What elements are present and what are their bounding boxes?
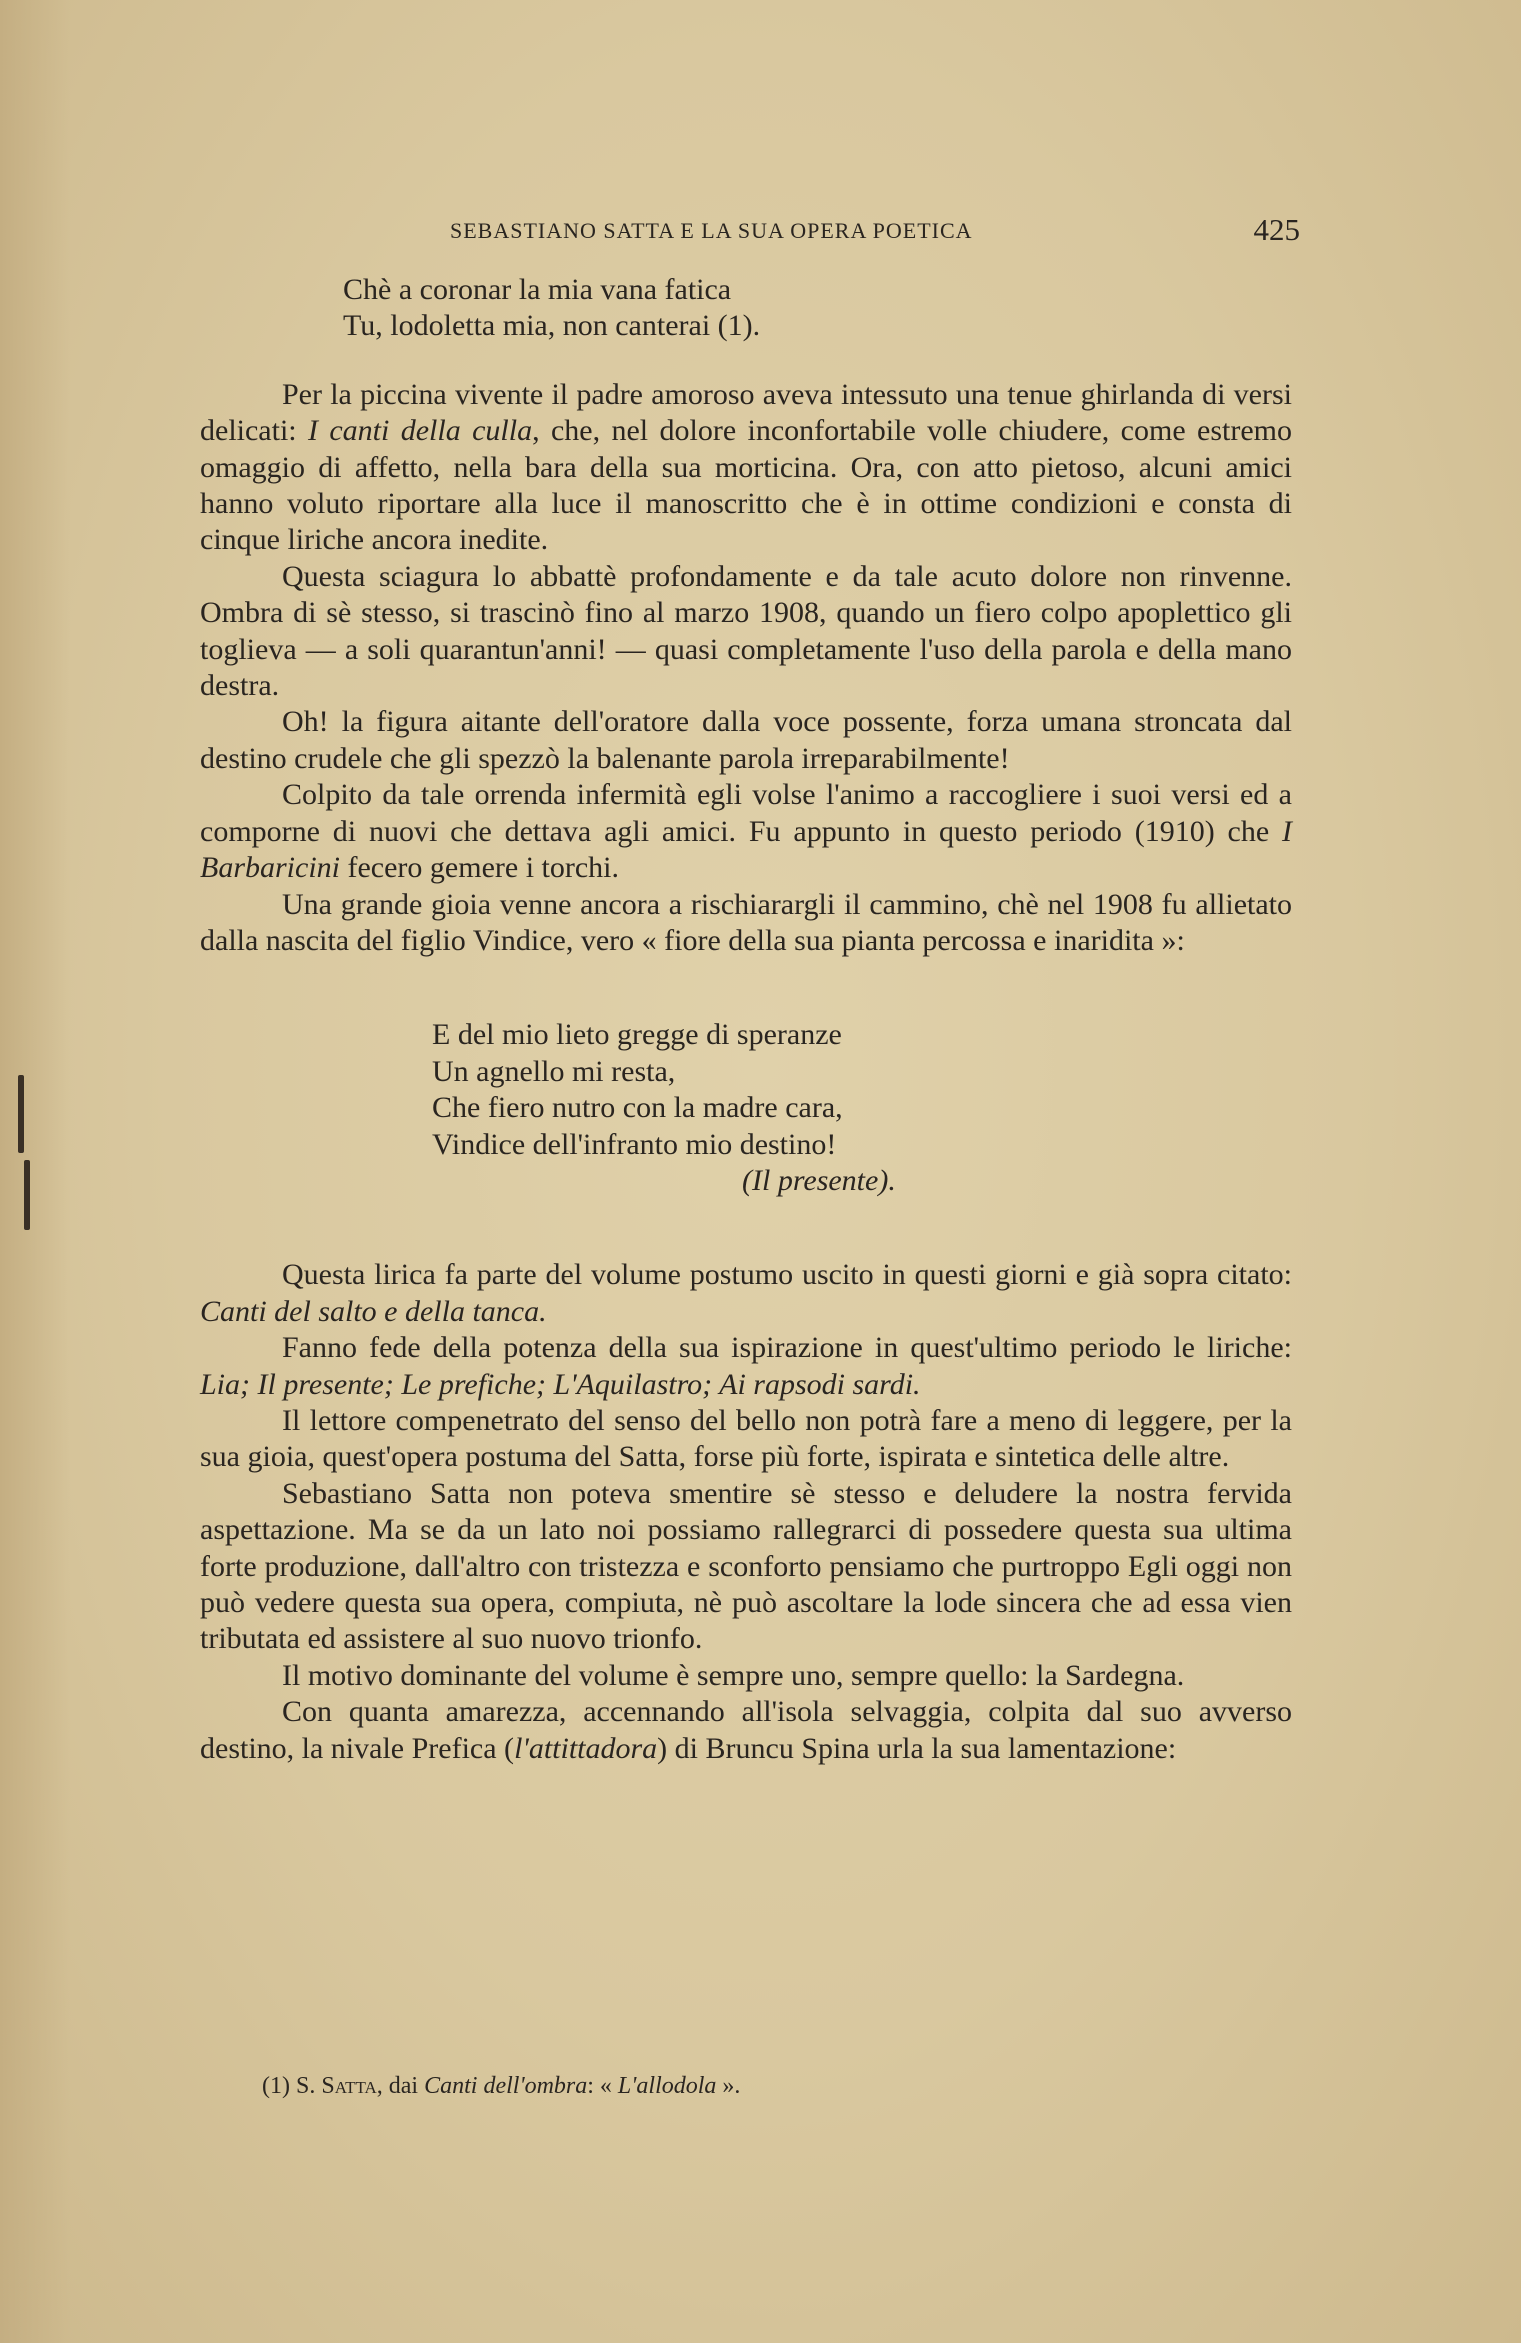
paragraph: Sebastiano Satta non poteva smentire sè stesso e deludere la nostra fervida aspettazione. Ma se da un lato noi possiamo rallegrarci di possedere questa sua ultima forte produzione, dall'altro con tristezza e sconforto pensiamo che purtroppo Egli oggi non può vedere questa sua opera, compiuta, nè può ascoltare la lode sincera che ad essa vien tributata ed assistere al suo nuovo trionfo. [200,1476,1292,1656]
page-number: 425 [1253,212,1300,247]
paragraph: Questa lirica fa parte del volume postumo uscito in questi giorni e già sopra citato: Canti del salto e della tanca. [200,1258,1292,1328]
paragraph: Il lettore compenetrato del senso del bello non potrà fare a meno di leggere, per la sua gioia, quest'opera postuma del Satta, forse più forte, ispirata e sintetica delle altre. [200,1403,1292,1474]
footnote: (1) S. Satta, dai Canti dell'ombra: « L'allodola ». [262,2073,741,2099]
running-title: SEBASTIANO SATTA E LA SUA OPERA POETICA [450,218,973,243]
paragraph: Per la piccina vivente il padre amoroso aveva intessuto una tenue ghirlanda di versi delicati: I canti della culla, che, nel dolore inconfortabile volle chiudere, come estremo omaggio di affetto, nella bara della sua morticina. Ora, con atto pietoso, alcuni amici hanno voluto riportare alla luce il manoscritto che è in ottime condizioni e consta di cinque liriche ancora inedite. [200,377,1292,557]
paragraph: Questa sciagura lo abbattè profondamente e da tale acuto dolore non rinvenne. Ombra di sè stesso, si trascinò fino al marzo 1908, quando un fiero colpo apoplettico gli toglieva — a soli quarantun'anni! — quasi completamente l'uso della parola e della mano destra. [200,559,1292,703]
page-edge-shadow [0,0,70,2343]
verse-line: Che fiero nutro con la madre cara, [432,1091,843,1125]
paragraph: Una grande gioia venne ancora a rischiarargli il cammino, chè nel 1908 fu allietato dalla nascita del figlio Vindice, vero « fiore della sua pianta percossa e inaridita »: [200,887,1292,957]
paragraph: Con quanta amarezza, accennando all'isola selvaggia, colpita dal suo avverso destino, la nivale Prefica (l'attittadora) di Bruncu Spina urla la sua lamentazione: [200,1695,1292,1765]
body-text [200,272,1292,1767]
verse-line: Tu, lodoletta mia, non canterai (1). [343,309,761,343]
margin-mark [24,1160,30,1230]
verse-line: E del mio lieto gregge di speranze [432,1018,842,1052]
paragraph: Oh! la figura aitante dell'oratore dalla voce possente, forza umana stroncata dal destino crudele che gli spezzò la balenante parola irreparabilmente! [200,705,1292,775]
paragraph: Fanno fede della potenza della sua ispirazione in quest'ultimo periodo le liriche: Lia; Il presente; Le prefiche; L'Aquilastro; Ai rapsodi sardi. [200,1331,1292,1401]
page-header [200,212,1300,248]
verse-quote-top [343,272,1292,345]
verse-line: Un agnello mi resta, [432,1054,676,1088]
paragraph: Il motivo dominante del volume è sempre uno, sempre quello: la Sardegna. [282,1658,1185,1692]
paragraph: Colpito da tale orrenda infermità egli volse l'animo a raccogliere i suoi versi ed a comporne di nuovi che dettava agli amici. Fu appunto in questo periodo (1910) che I Barbaricini fecero gemere i torchi. [200,778,1292,885]
verse-quote-middle [432,1017,1292,1199]
margin-mark [18,1075,24,1153]
verse-line: Chè a coronar la mia vana fatica [343,273,732,306]
verse-source: (Il presente). [742,1163,896,1197]
verse-line: Vindice dell'infranto mio destino! [432,1127,837,1161]
